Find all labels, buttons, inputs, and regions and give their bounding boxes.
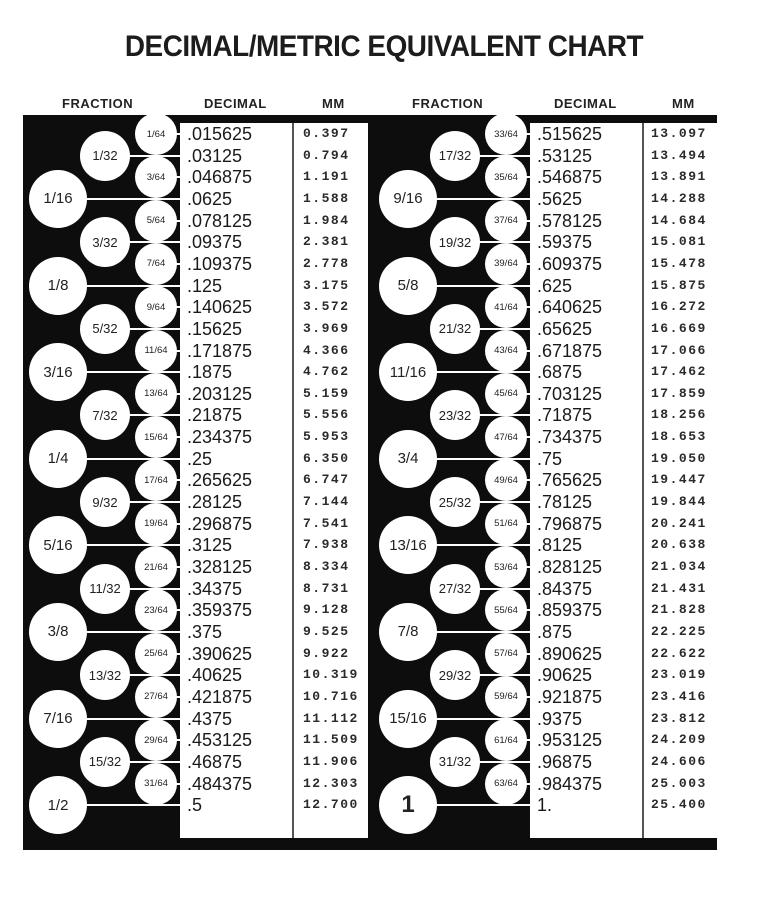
mm-value: 10.716 [303, 688, 359, 704]
mm-value: 11.509 [303, 732, 359, 748]
fraction-circle: 25/64 [135, 633, 177, 675]
decimal-value: .53125 [537, 145, 593, 166]
mm-value: 19.447 [651, 472, 707, 488]
fraction-circle: 17/64 [135, 459, 177, 501]
fraction-circle: 59/64 [485, 676, 527, 718]
decimal-value: .34375 [187, 578, 243, 599]
fraction-circle: 27/32 [430, 564, 480, 614]
fraction-circle: 57/64 [485, 633, 527, 675]
leader-line [435, 631, 530, 633]
mm-value: 3.969 [303, 320, 350, 336]
mm-value: 17.859 [651, 385, 707, 401]
fraction-circle: 15/32 [80, 737, 130, 787]
fraction-circle: 55/64 [485, 589, 527, 631]
decimal-value: .421875 [187, 686, 253, 707]
fraction-circle: 15/16 [379, 690, 437, 748]
mm-value: 8.731 [303, 580, 350, 596]
decimal-value: .484375 [187, 773, 253, 794]
decimal-value: .296875 [187, 513, 253, 534]
fraction-circle: 9/32 [80, 477, 130, 527]
mm-value: 23.812 [651, 710, 707, 726]
decimal-value: .875 [537, 621, 573, 642]
mm-value: 15.875 [651, 277, 707, 293]
mm-value: 25.400 [651, 797, 707, 813]
decimal-value: .71875 [537, 405, 593, 426]
decimal-value: .859375 [537, 600, 603, 621]
bottom-rule-right [530, 838, 717, 850]
decimal-value: .703125 [537, 383, 603, 404]
mm-value: 17.462 [651, 364, 707, 380]
fraction-circle: 11/16 [379, 343, 437, 401]
fraction-circle: 5/32 [80, 304, 130, 354]
decimal-value: .359375 [187, 600, 253, 621]
fraction-circle: 21/64 [135, 546, 177, 588]
mm-value: 16.669 [651, 320, 707, 336]
decimal-value: .3125 [187, 535, 233, 556]
fraction-circle: 45/64 [485, 373, 527, 415]
fraction-circle: 53/64 [485, 546, 527, 588]
fraction-circle: 13/64 [135, 373, 177, 415]
fraction-circle: 5/8 [379, 257, 437, 315]
header-decimal-right: DECIMAL [554, 96, 617, 111]
mm-value: 0.794 [303, 147, 350, 163]
mm-value: 0.397 [303, 126, 350, 141]
header-mm-left: MM [322, 96, 345, 111]
mm-value: 23.416 [651, 688, 707, 704]
fraction-circle: 1/4 [29, 430, 87, 488]
mm-value: 13.494 [651, 147, 707, 163]
decimal-value: .890625 [537, 643, 603, 664]
fraction-circle: 11/32 [80, 564, 130, 614]
leader-line [85, 371, 180, 373]
mm-value: 19.050 [651, 450, 707, 466]
fraction-circle: 27/64 [135, 676, 177, 718]
fraction-circle: 63/64 [485, 763, 527, 805]
fraction-circle: 1 [379, 776, 437, 834]
header-fraction-right: FRACTION [412, 96, 484, 111]
top-rule-right [530, 115, 717, 122]
decimal-value: .109375 [187, 253, 253, 274]
decimal-value: .578125 [537, 210, 603, 231]
decimal-value: .515625 [537, 124, 603, 144]
decimal-value: .9375 [537, 708, 583, 729]
fraction-circle: 19/32 [430, 217, 480, 267]
mm-value: 8.334 [303, 559, 350, 574]
fraction-circle: 29/32 [430, 650, 480, 700]
mm-value: 7.144 [303, 494, 350, 510]
fraction-circle: 7/8 [379, 603, 437, 661]
fraction-circle: 25/32 [430, 477, 480, 527]
mm-value: 7.541 [303, 515, 350, 531]
decimal-value: .90625 [537, 665, 593, 686]
mm-value: 21.431 [651, 580, 707, 596]
decimal-value: .375 [187, 621, 223, 642]
mm-value: 1.191 [303, 169, 350, 185]
leader-line [435, 371, 530, 373]
mm-value: 19.844 [651, 494, 707, 510]
mm-value: 20.638 [651, 537, 707, 553]
decimal-value: .640625 [537, 297, 603, 318]
mm-value: 9.922 [303, 645, 350, 661]
header-mm-right: MM [672, 96, 695, 111]
decimal-value: .03125 [187, 145, 243, 166]
fraction-circle: 1/8 [29, 257, 87, 315]
decimal-value: .21875 [187, 405, 243, 426]
decimal-value: .6875 [537, 362, 583, 383]
fraction-circle: 13/16 [379, 516, 437, 574]
decimal-value: .46875 [187, 751, 243, 772]
mm-value: 1.984 [303, 212, 350, 228]
mm-value: 20.241 [651, 515, 707, 531]
decimal-value: .203125 [187, 383, 253, 404]
decimal-value: .40625 [187, 665, 243, 686]
page-title: DECIMAL/METRIC EQUIVALENT CHART [124, 30, 644, 63]
decimal-value: .15625 [187, 318, 243, 339]
fraction-circle: 31/64 [135, 763, 177, 805]
right-margin [717, 115, 768, 850]
fraction-circle: 49/64 [485, 459, 527, 501]
fraction-circle: 35/64 [485, 156, 527, 198]
decimal-value: .65625 [537, 318, 593, 339]
mm-value: 13.097 [651, 126, 707, 141]
mm-value: 14.684 [651, 212, 707, 228]
decimal-value: .453125 [187, 730, 253, 751]
decimal-value: .78125 [537, 492, 593, 513]
fraction-circle: 3/16 [29, 343, 87, 401]
decimal-value: .0625 [187, 188, 233, 209]
fraction-circle: 3/8 [29, 603, 87, 661]
decimal-value: .125 [187, 275, 223, 296]
decimal-value: .015625 [187, 124, 253, 144]
decimal-value: .734375 [537, 427, 603, 448]
decimal-value: .328125 [187, 557, 253, 577]
fraction-circle: 43/64 [485, 330, 527, 372]
leader-line [85, 804, 180, 806]
fraction-circle: 41/64 [485, 286, 527, 328]
leader-line [85, 285, 180, 287]
fraction-circle: 21/32 [430, 304, 480, 354]
mm-value: 13.891 [651, 169, 707, 185]
decimal-value: .140625 [187, 297, 253, 318]
fraction-circle: 23/64 [135, 589, 177, 631]
fraction-circle: 7/64 [135, 243, 177, 285]
mm-value: 4.366 [303, 342, 350, 358]
decimal-value: .046875 [187, 167, 253, 188]
decimal-value: .25 [187, 448, 213, 469]
fraction-circle: 7/32 [80, 390, 130, 440]
fraction-circle: 7/16 [29, 690, 87, 748]
mm-value: 9.128 [303, 602, 350, 618]
decimal-value: .765625 [537, 470, 603, 491]
fraction-circle: 29/64 [135, 719, 177, 761]
mm-value: 2.778 [303, 255, 350, 271]
fraction-circle: 15/64 [135, 416, 177, 458]
decimal-value: .953125 [537, 730, 603, 751]
mm-value: 17.066 [651, 342, 707, 358]
fraction-circle: 39/64 [485, 243, 527, 285]
leader-line [85, 631, 180, 633]
decimal-value: .390625 [187, 643, 253, 664]
fraction-circle: 13/32 [80, 650, 130, 700]
fraction-circle: 9/64 [135, 286, 177, 328]
leader-line [435, 544, 530, 546]
mm-value: 22.225 [651, 623, 707, 639]
mm-value: 22.622 [651, 645, 707, 661]
decimal-value: .5625 [537, 188, 583, 209]
decimal-value: .28125 [187, 492, 243, 513]
decimal-value: .5 [187, 795, 203, 816]
mm-value: 11.906 [303, 753, 359, 769]
decimal-value: .59375 [537, 232, 593, 253]
decimal-value: .984375 [537, 773, 603, 794]
header-fraction-left: FRACTION [62, 96, 134, 111]
decimal-value: .671875 [537, 340, 603, 361]
mm-value: 1.588 [303, 190, 350, 206]
fraction-circle: 1/2 [29, 776, 87, 834]
fraction-circle: 61/64 [485, 719, 527, 761]
mm-value: 3.572 [303, 299, 350, 315]
mm-value: 5.159 [303, 385, 350, 401]
decimal-value: .921875 [537, 686, 603, 707]
fraction-circle: 3/64 [135, 156, 177, 198]
mm-value: 21.828 [651, 602, 707, 618]
decimal-value: .96875 [537, 751, 593, 772]
header-decimal-left: DECIMAL [204, 96, 267, 111]
decimal-value: .546875 [537, 167, 603, 188]
decimal-value: .4375 [187, 708, 233, 729]
mm-value: 5.953 [303, 429, 350, 445]
mm-value: 2.381 [303, 234, 350, 250]
mm-value: 24.606 [651, 753, 707, 769]
leader-line [435, 285, 530, 287]
mm-value: 4.762 [303, 364, 350, 380]
mm-value: 9.525 [303, 623, 350, 639]
fraction-circle: 51/64 [485, 503, 527, 545]
decimal-value: .796875 [537, 513, 603, 534]
mm-value: 6.350 [303, 450, 350, 466]
decimal-value: .8125 [537, 535, 583, 556]
mm-value: 3.175 [303, 277, 350, 293]
decimal-value: .234375 [187, 427, 253, 448]
fraction-circle: 1/32 [80, 131, 130, 181]
decimal-value: .265625 [187, 470, 253, 491]
fraction-circle: 5/64 [135, 200, 177, 242]
mm-value: 10.319 [303, 667, 359, 683]
fraction-circle: 17/32 [430, 131, 480, 181]
column-divider-right [642, 123, 644, 838]
fraction-circle: 37/64 [485, 200, 527, 242]
decimal-value: .828125 [537, 557, 603, 577]
leader-line [85, 718, 180, 720]
mm-value: 7.938 [303, 537, 350, 553]
mm-value: 5.556 [303, 407, 350, 423]
mm-value: 18.653 [651, 429, 707, 445]
leader-line [435, 458, 530, 460]
fraction-circle: 31/32 [430, 737, 480, 787]
decimal-value: .609375 [537, 253, 603, 274]
mm-value: 15.081 [651, 234, 707, 250]
decimal-value: .84375 [537, 578, 593, 599]
mm-value: 16.272 [651, 299, 707, 315]
decimal-value: 1. [537, 795, 553, 816]
fraction-circle: 23/32 [430, 390, 480, 440]
decimal-value: .625 [537, 275, 573, 296]
leader-line [85, 544, 180, 546]
fraction-circle: 47/64 [485, 416, 527, 458]
mm-value: 6.747 [303, 472, 350, 488]
mm-value: 24.209 [651, 732, 707, 748]
mm-value: 25.003 [651, 775, 707, 791]
leader-line [85, 198, 180, 200]
leader-line [85, 458, 180, 460]
mm-value: 12.700 [303, 797, 359, 813]
mm-value: 15.478 [651, 255, 707, 271]
mm-value: 21.034 [651, 559, 707, 574]
leader-line [435, 718, 530, 720]
mm-value: 14.288 [651, 190, 707, 206]
fraction-circle: 19/64 [135, 503, 177, 545]
mm-value: 11.112 [303, 710, 359, 726]
decimal-value: .09375 [187, 232, 243, 253]
fraction-circle: 3/4 [379, 430, 437, 488]
mm-value: 12.303 [303, 775, 359, 791]
column-divider-left [292, 123, 294, 838]
fraction-circle: 5/16 [29, 516, 87, 574]
decimal-value: .078125 [187, 210, 253, 231]
leader-line [435, 804, 530, 806]
fraction-circle: 3/32 [80, 217, 130, 267]
fraction-circle: 1/64 [135, 113, 177, 155]
decimal-value: .171875 [187, 340, 253, 361]
fraction-circle: 33/64 [485, 113, 527, 155]
mm-value: 23.019 [651, 667, 707, 683]
mm-value: 18.256 [651, 407, 707, 423]
leader-line [435, 198, 530, 200]
fraction-circle: 9/16 [379, 170, 437, 228]
decimal-value: .75 [537, 448, 563, 469]
fraction-circle: 11/64 [135, 330, 177, 372]
fraction-circle: 1/16 [29, 170, 87, 228]
decimal-value: .1875 [187, 362, 233, 383]
